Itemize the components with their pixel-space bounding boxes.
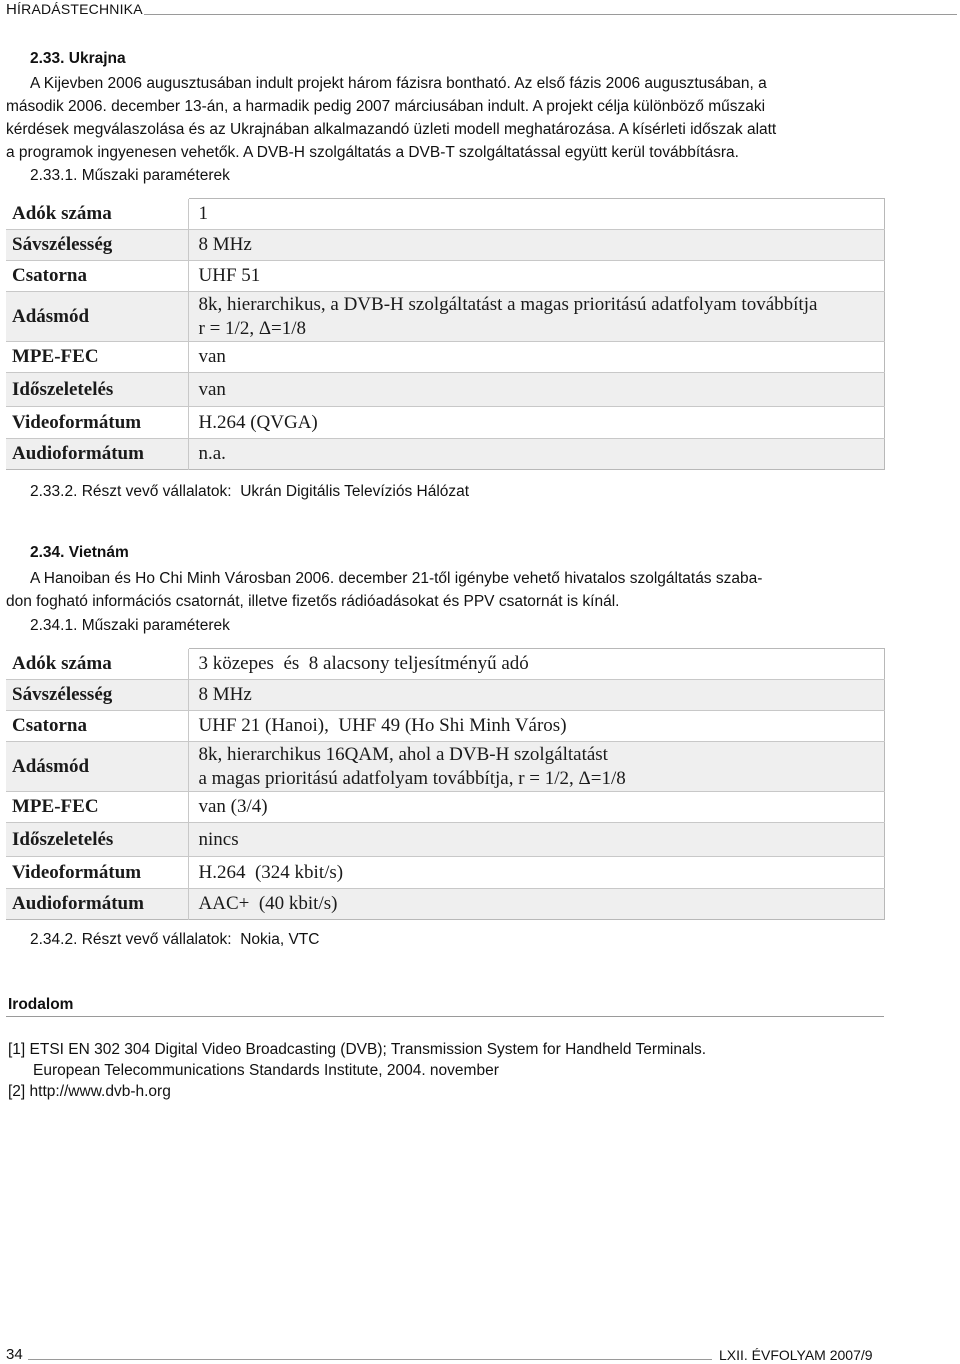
param-value: 8 MHz — [188, 230, 885, 261]
param-label: Audioformátum — [6, 439, 188, 470]
param-value: van (3/4) — [188, 792, 885, 823]
table-row — [6, 857, 885, 889]
section-paragraph-vietnam — [6, 567, 884, 613]
participants-ukraine: 2.33.2. Részt vevő vállalatok: Ukrán Digitális Televíziós Hálózat — [30, 483, 470, 500]
param-value: UHF 51 — [188, 261, 885, 292]
param-value: nincs — [188, 823, 885, 857]
table-row — [6, 342, 885, 373]
running-header-rest: ÍRADÁSTECHNIKA — [17, 1, 143, 17]
references-list — [8, 1039, 886, 1102]
param-label: Csatorna — [6, 711, 188, 742]
section-heading-ukraine: 2.33. Ukrajna — [30, 50, 126, 67]
param-value-line: 8k, hierarchikus 16QAM, ahol a DVB-H szolgáltatást — [198, 743, 608, 765]
params-heading-ukraine: 2.33.1. Műszaki paraméterek — [30, 167, 230, 184]
references-heading: Irodalom — [8, 996, 74, 1013]
paragraph-line: kérdések megválaszolása és az Ukrajnában alkalmazandó üzleti modell meghatározása. A kísérleti időszak alatt — [6, 121, 777, 138]
param-label: MPE-FEC — [6, 792, 188, 823]
running-header — [6, 1, 143, 18]
param-label: Csatorna — [6, 261, 188, 292]
footer-rule — [28, 1359, 712, 1360]
reference-item: [2] http://www.dvb-h.org — [8, 1083, 171, 1100]
table-row — [6, 373, 885, 407]
param-value: H.264 (QVGA) — [188, 407, 885, 439]
table-row — [6, 742, 885, 792]
param-label: Sávszélesség — [6, 230, 188, 261]
param-label: Videoformátum — [6, 407, 188, 439]
section-paragraph-ukraine — [6, 72, 884, 164]
param-label: Audioformátum — [6, 889, 188, 920]
param-value: AAC+ (40 kbit/s) — [188, 889, 885, 920]
param-label: MPE-FEC — [6, 342, 188, 373]
paragraph-line: második 2006. december 13-án, a harmadik pedig 2007 márciusában indult. A projekt célja különböző műszaki — [6, 98, 766, 115]
param-value: 1 — [188, 199, 885, 230]
table-row — [6, 792, 885, 823]
param-value: UHF 21 (Hanoi), UHF 49 (Ho Shi Minh Város) — [188, 711, 885, 742]
param-value-line: r = 1/2, Δ=1/8 — [198, 317, 307, 339]
table-row — [6, 649, 885, 680]
reference-item-continuation: European Telecommunications Standards Institute, 2004. november — [33, 1062, 499, 1079]
params-table-ukraine — [6, 198, 885, 470]
param-value-line: 8k, hierarchikus, a DVB-H szolgáltatást a magas prioritású adatfolyam továbbítja — [198, 293, 818, 315]
params-heading-vietnam: 2.34.1. Műszaki paraméterek — [30, 617, 230, 634]
paragraph-line: a programok ingyenesen vehetők. A DVB-H szolgáltatás a DVB-T szolgáltatással együtt kerül továbbításra. — [6, 144, 739, 161]
table-row — [6, 230, 885, 261]
table-row — [6, 711, 885, 742]
header-rule — [144, 14, 957, 15]
param-label: Adásmód — [6, 742, 188, 792]
paragraph-line: A Hanoiban és Ho Chi Minh Városban 2006. december 21-től igénybe vehető hivatalos szolgáltatás szaba- — [30, 570, 763, 587]
param-value: H.264 (324 kbit/s) — [188, 857, 885, 889]
param-value: van — [188, 373, 885, 407]
param-value: n.a. — [188, 439, 885, 470]
references-rule — [6, 1016, 884, 1017]
param-value-multiline — [188, 742, 885, 792]
table-row — [6, 680, 885, 711]
param-label: Adók száma — [6, 199, 188, 230]
table-row — [6, 889, 885, 920]
journal-issue: LXII. ÉVFOLYAM 2007/9 — [719, 1347, 873, 1363]
params-table-vietnam — [6, 648, 885, 920]
running-header-initial: H — [6, 1, 18, 18]
table-row — [6, 261, 885, 292]
section-heading-vietnam: 2.34. Vietnám — [30, 544, 129, 561]
page-number: 34 — [6, 1346, 23, 1363]
param-label: Adásmód — [6, 292, 188, 342]
participants-vietnam: 2.34.2. Részt vevő vállalatok: Nokia, VTC — [30, 931, 320, 948]
param-value: 8 MHz — [188, 680, 885, 711]
paragraph-line: A Kijevben 2006 augusztusában indult projekt három fázisra bontható. Az első fázis 2006 augusztusában, a — [30, 75, 767, 92]
table-row — [6, 439, 885, 470]
reference-item: [1] ETSI EN 302 304 Digital Video Broadcasting (DVB); Transmission System for Handheld Terminals. — [8, 1041, 707, 1058]
param-value-line: a magas prioritású adatfolyam továbbítja, r = 1/2, Δ=1/8 — [198, 767, 626, 789]
param-label: Adók száma — [6, 649, 188, 680]
param-value: van — [188, 342, 885, 373]
param-label: Időszeletelés — [6, 823, 188, 857]
param-label: Videoformátum — [6, 857, 188, 889]
table-row — [6, 407, 885, 439]
param-label: Sávszélesség — [6, 680, 188, 711]
table-row — [6, 199, 885, 230]
paragraph-line: don fogható információs csatornát, illetve fizetős rádióadásokat és PPV csatornát is kínál. — [6, 593, 620, 610]
param-label: Időszeletelés — [6, 373, 188, 407]
table-row — [6, 292, 885, 342]
param-value: 3 közepes és 8 alacsony teljesítményű adó — [188, 649, 885, 680]
param-value-multiline — [188, 292, 885, 342]
table-row — [6, 823, 885, 857]
